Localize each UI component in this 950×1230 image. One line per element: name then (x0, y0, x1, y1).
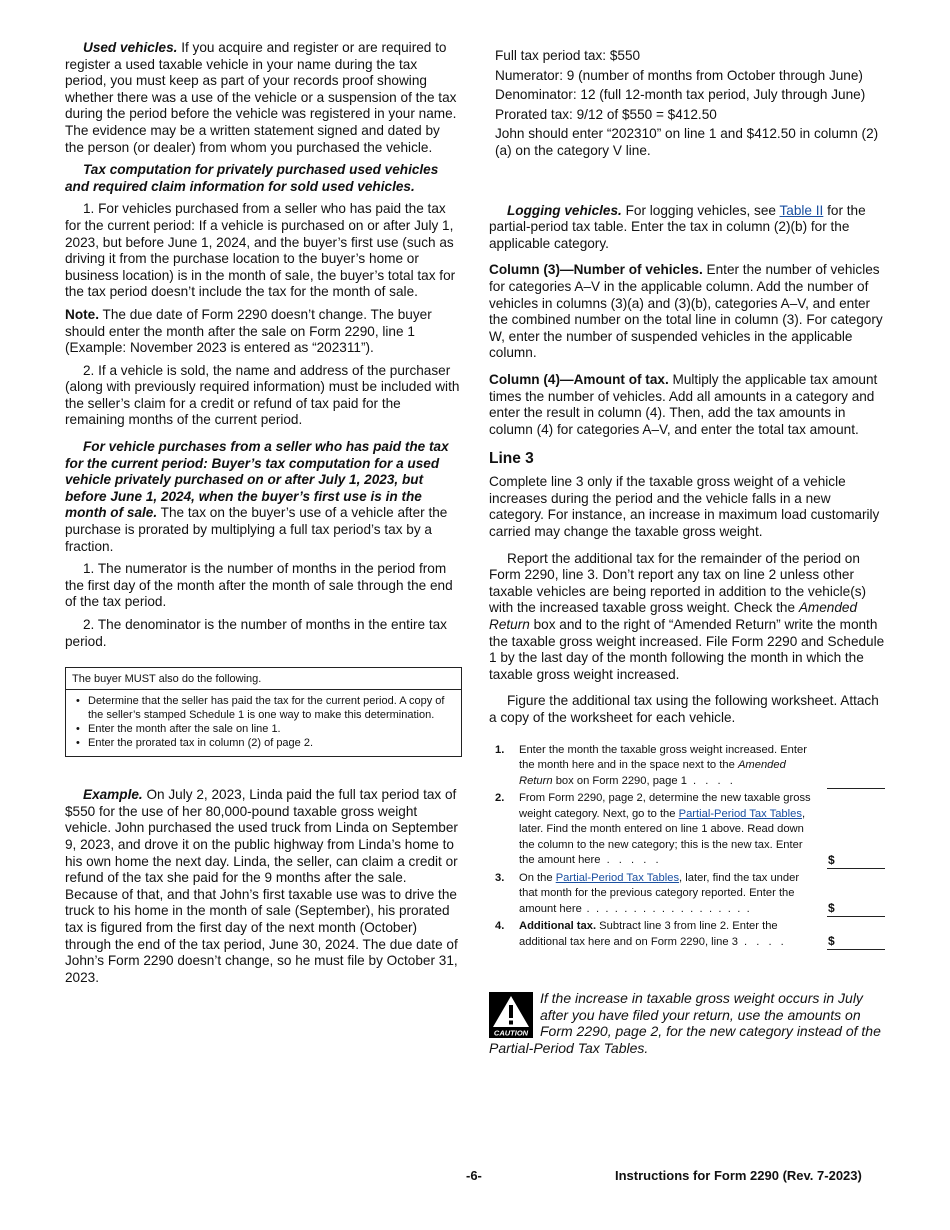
leader-dots: . . . . (737, 935, 787, 948)
worksheet-line-number: 1. (495, 743, 505, 756)
worksheet-line-number: 3. (495, 871, 505, 884)
worksheet-line-1-entry[interactable] (827, 773, 885, 789)
partial-period-tax-tables-link[interactable]: Partial-Period Tax Tables (678, 807, 802, 820)
worksheet-line-4-entry[interactable]: $ (827, 934, 885, 950)
fraction-item-1: 1. The numerator is the number of months in the period from the first day of the month after the month of sale through the end of the tax period. (65, 561, 453, 610)
fraction-item-2: 2. The denominator is the number of months in the entire tax period. (65, 617, 447, 649)
vehicle-purchases-paragraph (65, 439, 462, 555)
example-paragraph (65, 787, 462, 986)
worksheet-text: Amended Return (519, 759, 786, 787)
example-line: Numerator: 9 (number of months from October through June) (495, 67, 863, 83)
buyer-requirement-item: • Determine that the seller has paid the tax for the current period. A copy of the seller’s stamped Schedule 1 is one way to make this determination. (72, 694, 455, 722)
example-line: Denominator: 12 (full 12-month tax period, July through June) (495, 87, 866, 103)
worksheet-line-text (519, 791, 819, 869)
note-text: The due date of Form 2290 doesn’t change. The buyer should enter the month after the sale on Form 2290, line 1 (Example: November 2023 is entered as “202311”). (65, 306, 432, 356)
example-text: On July 2, 2023, Linda paid the full tax period tax of $550 for the use of her 80,000-pound taxable gross weight vehicle. John purchased the used truck from Linda on September 9, 2023, and drove it on the public highway from Linda’s home to his own home the next day. Linda, the seller, can claim a credit or refund of the tax she paid for the 9 months after the sale. Because of that, and that John’s first taxable use was to drive the truck to his home in the month of sale (September), his prorated tax is figured from the first day of the next month (October) through the end of the tax period, June 30, 2024. The due date of John’s Form 2290 doesn’t change, so he must file by October 31, 2023. (65, 787, 458, 985)
worksheet-line-4 (489, 919, 885, 950)
example-computation (489, 48, 885, 173)
purchase-item-2: 2. If a vehicle is sold, the name and address of the purchaser (along with previously required information) must be included with the seller’s claim for a credit or refund of tax paid for the remaining months of the current period. (65, 362, 460, 428)
used-vehicles-paragraph (65, 40, 462, 156)
worksheet-line-text (519, 871, 819, 918)
worksheet-line-2 (489, 791, 885, 869)
worksheet-line-3-entry[interactable]: $ (827, 901, 885, 917)
additional-tax-worksheet (489, 743, 885, 951)
line-3-report-text: box and to the right of “Amended Return” write the month the taxable gross weight increased. File Form 2290 and Schedule 1 by the last day of the month following the month in which the taxable gross weight increased. (489, 617, 885, 682)
column-3-paragraph (489, 262, 885, 362)
buyer-requirements-box (65, 667, 462, 757)
leader-dots: . . . . (686, 774, 736, 787)
worksheet-line-number: 4. (495, 920, 505, 933)
buyer-requirement-item: • Enter the month after the sale on line 1. (72, 722, 455, 736)
partial-period-tax-tables-link[interactable]: Partial-Period Tax Tables (555, 871, 680, 884)
worksheet-text: , later. Find the month entered on line 1 above. Read down the column to the new category; this is the new tax. Enter the amount here (519, 807, 806, 867)
line-3-report-paragraph (489, 551, 885, 684)
worksheet-line-3 (489, 871, 885, 918)
note-paragraph (65, 307, 462, 357)
column-3-text: Enter the number of vehicles for categories A–V in the applicable column. Add the number of vehicles in columns (3)(a) and (3)(b), categories A–V, and enter the combined number on the total line in column (3). For category W, enter the number of suspended vehicles in the applicable column. (489, 262, 883, 361)
line-3-worksheet-intro: Figure the additional tax using the following worksheet. Attach a copy of the worksheet for each vehicle. (489, 693, 879, 725)
table-ii-link[interactable]: Table II (779, 202, 824, 218)
logging-vehicles-paragraph (489, 203, 885, 253)
example-line: Full tax period tax: $550 (495, 48, 641, 63)
column-4-heading: Column (4)—Amount of tax. (489, 371, 669, 387)
example-heading: Example. (83, 787, 143, 803)
page-number: -6- (466, 1168, 482, 1183)
buyer-requirement-item: • Enter the prorated tax in column (2) of page 2. (72, 736, 455, 750)
used-vehicles-heading: Used vehicles. (83, 40, 178, 55)
leader-dots: . . . . . . . . . . . . . . . . . . (581, 902, 752, 915)
line-3-report-text: Report the additional tax for the remainder of the period on Form 2290, line 3. Don’t report any tax on line 2 unless other taxable vehicles are being reported in addition to the vehicle(s) with the increased taxable gross weight. Check the (489, 550, 867, 616)
logging-text: for the partial-period tax table. Enter the tax in column (2)(b) for the applicable category. (489, 202, 866, 251)
line-3-heading: Line 3 (489, 450, 534, 468)
caution-icon (489, 992, 533, 1038)
worksheet-line-text (519, 743, 819, 790)
worksheet-line-2-entry[interactable]: $ (827, 853, 885, 869)
worksheet-line-1 (489, 743, 885, 790)
leader-dots: . . . . . (600, 854, 662, 867)
worksheet-text: From Form 2290, page 2, determine the new taxable gross weight category. Next, go to the (519, 792, 811, 820)
buyer-requirements-heading: The buyer MUST also do the following. (66, 668, 461, 690)
line-3-intro: Complete line 3 only if the taxable gross weight of a vehicle increases during the period and the vehicle falls in a new category. For instance, an increase in maximum load customarily carried may change the taxable gross weight. (489, 474, 880, 540)
logging-vehicles-heading: Logging vehicles. (507, 202, 622, 218)
caution-note (489, 980, 885, 1056)
vehicle-purchases-heading: For vehicle purchases from a seller who has paid the tax for the current period: Buyer’s tax computation for a used vehicle privately purchased on or after July 1, 2023, but before June 1, 2024, when the buyer’s first use is in the month of sale. (65, 439, 449, 521)
used-vehicles-text: If you acquire and register or are required to register a used taxable vehicle in your name during the tax period, you must keep as part of your records proof showing whether there was a use of the vehicle or a suspension of the tax during the period before the vehicle was registered in your name. The evidence may be a written statement signed and dated by the person (or dealer) from whom you purchased the vehicle. (65, 40, 457, 155)
left-column (65, 40, 462, 992)
worksheet-text: Enter the month the taxable gross weight increased. Enter the month here and in the space next to the (519, 743, 807, 772)
worksheet-text: , later, find the tax under that month for the previous category reported. Enter the amount here (519, 871, 800, 915)
footer-title: Instructions for Form 2290 (Rev. 7-2023) (615, 1168, 862, 1183)
vehicle-purchases-text: The tax on the buyer’s use of a vehicle after the purchase is prorated by multiplying a full tax period’s tax by a fraction. (65, 505, 448, 554)
example-line: John should enter “202310” on line 1 and $412.50 in column (2)(a) on the category V line. (495, 126, 879, 158)
note-label: Note. (65, 306, 99, 322)
worksheet-text: On the (519, 871, 556, 884)
example-line: Prorated tax: 9/12 of $550 = $412.50 (495, 106, 717, 122)
worksheet-text: box on Form 2290, page 1 (552, 774, 687, 787)
worksheet-line-text (519, 919, 819, 950)
caution-label: CAUTION (493, 1028, 529, 1038)
column-4-text: Multiply the applicable tax amount times the number of vehicles. Add all amounts in a category and enter the result in column (4). Then, add the tax amounts in column (4) for categories A–V, and enter the total tax amount. (489, 371, 878, 437)
column-4-paragraph (489, 372, 885, 438)
right-column (489, 48, 885, 1056)
logging-text: For logging vehicles, see (621, 202, 780, 218)
worksheet-line-number: 2. (495, 792, 505, 805)
tax-computation-heading: Tax computation for privately purchased used vehicles and required claim information for sold used vehicles. (65, 162, 439, 194)
additional-tax-label: Additional tax. (519, 920, 597, 933)
caution-text: If the increase in taxable gross weight occurs in July after you have filed your return, use the amounts on Form 2290, page 2, for the new category instead of the Partial-Period Tax Tables. (489, 990, 881, 1056)
amended-return-term: Amended Return (489, 600, 858, 633)
purchase-item-1: 1. For vehicles purchased from a seller who has paid the tax for the current period: If a vehicle is purchased on or after July 1, 2023, but before June 1, 2024, and the buyer’s first use (such as driving it from the purchase location to the buyer’s home or business location) is in the month of sale, the buyer’s total tax for the tax period doesn’t include the tax for the month of sale. (65, 201, 456, 300)
worksheet-text: Subtract line 3 from line 2. Enter the additional tax here and on Form 2290, line 3 (519, 920, 778, 948)
column-3-heading: Column (3)—Number of vehicles. (489, 262, 703, 278)
